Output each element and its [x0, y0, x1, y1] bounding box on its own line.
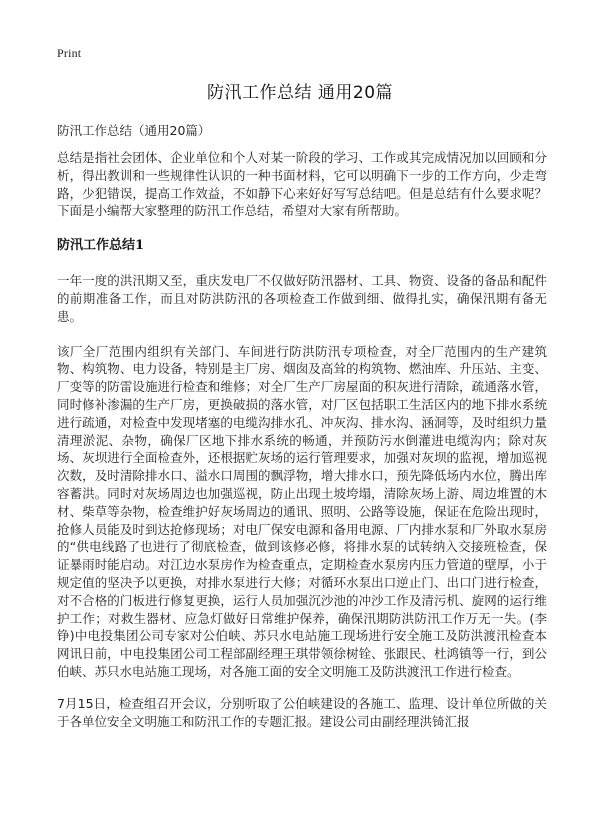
intro-paragraph: 总结是指社会团体、企业单位和个人对某一阶段的学习、工作或其完成情况加以回顾和分析，得出教训和一些规律性认识的一种书面材料，它可以明确下一步的工作方向，少走弯路，少犯错误，提高工作效益，不如静下心来好好写写总结吧。但是总结有什么要求呢？下面是小编帮大家整理的防汛工作总结，希望对大家有所帮助。 [57, 150, 547, 219]
document-subtitle: 防汛工作总结（通用20篇） [57, 123, 211, 138]
document-body [57, 149, 547, 730]
body-paragraph: 7月15日，检查组召开会议，分别听取了公伯峡建设的各施工、监理、设计单位所做的关于各单位安全文明施工和防汛工作的专题汇报。建设公司由副经理洪锜汇报 [57, 695, 547, 729]
print-label: Print [57, 46, 82, 60]
section-heading: 防汛工作总结1 [57, 238, 145, 254]
body-paragraph: 该厂全厂范围内组织有关部门、车间进行防洪防汛专项检查，对全厂范围内的生产建筑物、构筑物、电力设备，特别是主厂房、烟囱及高耸的构筑物、燃油库、升压站、主变、厂变等的防雷设施进行检查和维修；对全厂生产厂房屋面的积灰进行清除，疏通落水管，同时修补渗漏的生产厂房，更换破损的落水管，对厂区包括职工生活区内的地下排水系统进行疏通，对检查中发现堵塞的电缆沟排水孔、冲灰沟、排水沟、涵洞等，及时组织力量清理淤泥、杂物，确保厂区地下排水系统的畅通，并预防污水倒灌进电缆沟内；除对灰场、灰坝进行全面检查外，还根据贮灰场的运行管理要求，加强对灰坝的监视，增加巡视次数，及时清除排水口、溢水口周围的飘浮物，增大排水口，预先降低场内水位，腾出库容蓄洪。同时对灰场周边也加强巡视，防止出现土坡垮塌，清除灰场上游、周边堆置的木材、柴草等杂物，检查维护好灰场周边的通讯、照明、公路等设施，保证在危险出现时，抢修人员能及时到达抢修现场；对电厂保安电源和备用电源、厂内排水泵和厂外取水泵房的“供电线路了也进行了彻底检查，做到该修必修，将排水泵的试转纳入交接班检查，保证暴雨时能启动。对江边水泵房作为检查重点，定期检查水泵房内压力管道的壁厚，小于规定值的坚决予以更换，对排水泵进行大修；对循环水泵出口逆止门、出口门进行检查，对不合格的门板进行修复更换，运行人员加强沉沙池的冲沙工作及清污机、旋网的运行维护工作；对救生器材、应急灯做好日常维护保养，确保汛期防洪防汛工作万无一失。(李铮)中电投集团公司专家对公伯峡、苏只水电站施工现场进行安全施工及防洪渡汛检查本网讯日前，中电投集团公司工程部副经理王琪带领徐树铨、张跟民、杜鸿镇等一行，到公伯峡、苏只水电站施工现场，对各施工面的安全文明施工及防洪渡汛工作进行检查。 [57, 343, 547, 679]
document-title: 防汛工作总结 通用20篇 [206, 83, 394, 103]
body-paragraph: 一年一度的洪汛期又至，重庆发电厂不仅做好防汛器材、工具、物资、设备的备品和配件的前期准备工作，而且对防洪防汛的各项检查工作做到细、做得扎实，确保汛期有备无患。 [57, 273, 547, 324]
